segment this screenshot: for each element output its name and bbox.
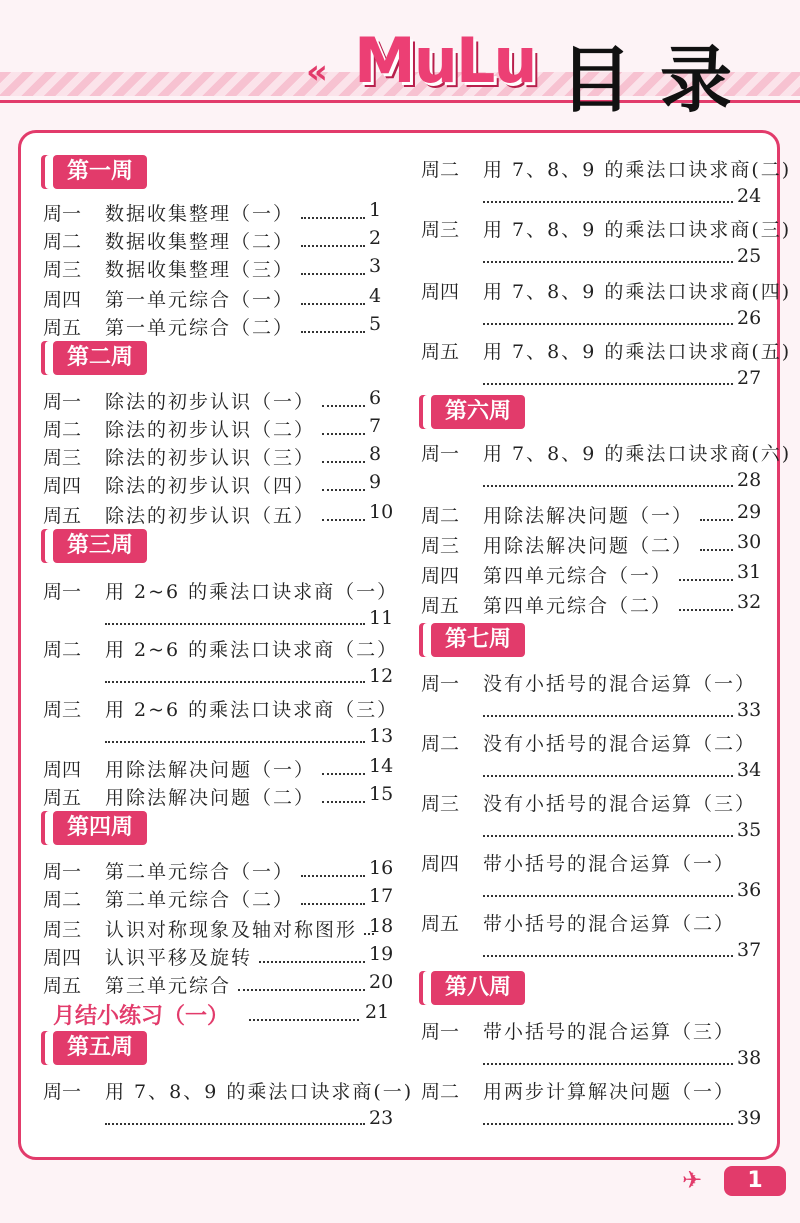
entry-day: 周一	[43, 391, 82, 413]
leader-dots	[105, 1123, 365, 1125]
leader-dots	[700, 519, 733, 521]
entry-title: 除法的初步认识（三）	[105, 447, 316, 469]
page-ref: 11	[369, 607, 394, 629]
page-ref: 2	[369, 227, 382, 249]
week-heading: 第二周	[53, 341, 147, 375]
entry-title: 用 2~6 的乘法口诀求商（二）	[105, 639, 399, 661]
page-ref: 7	[369, 415, 382, 437]
leader-dots	[483, 955, 733, 957]
page-ref: 35	[737, 819, 762, 841]
entry-day: 周二	[421, 1081, 460, 1103]
week-heading: 第五周	[53, 1031, 147, 1065]
entry-day: 周五	[43, 505, 82, 527]
entry-day: 周四	[421, 853, 460, 875]
rocket-icon: ✈	[682, 1166, 703, 1194]
entry-title: 数据收集整理（一）	[105, 203, 295, 225]
entry-title: 第四单元综合（一）	[483, 565, 673, 587]
entry-day: 周一	[43, 1081, 82, 1103]
entry-day: 周三	[421, 219, 460, 241]
leader-dots	[259, 961, 365, 963]
entry-day: 周二	[43, 889, 82, 911]
leader-dots	[301, 875, 365, 877]
leader-dots	[483, 201, 733, 203]
entry-title: 除法的初步认识（二）	[105, 419, 316, 441]
entry-title: 用 7、8、9 的乘法口诀求商(四)	[483, 281, 792, 303]
entry-title: 用 2~6 的乘法口诀求商（三）	[105, 699, 399, 721]
leader-dots	[679, 579, 733, 581]
leader-dots	[301, 303, 365, 305]
entry-title: 用 7、8、9 的乘法口诀求商(五)	[483, 341, 792, 363]
leader-dots	[301, 903, 365, 905]
entry-day: 周二	[43, 419, 82, 441]
page-ref: 8	[369, 443, 382, 465]
entry-title: 用除法解决问题（二）	[105, 787, 316, 809]
entry-title: 用 7、8、9 的乘法口诀求商(一)	[105, 1081, 414, 1103]
entry-title: 用除法解决问题（一）	[105, 759, 316, 781]
leader-dots	[322, 519, 365, 521]
entry-day: 周三	[421, 793, 460, 815]
page-ref: 31	[737, 561, 762, 583]
entry-day: 周三	[43, 919, 82, 941]
entry-day: 周二	[43, 231, 82, 253]
entry-title: 除法的初步认识（五）	[105, 505, 316, 527]
entry-title: 没有小括号的混合运算（二）	[483, 733, 757, 755]
page-ref: 5	[369, 313, 382, 335]
page-ref: 3	[369, 255, 382, 277]
entry-day: 周三	[43, 447, 82, 469]
page-ref: 33	[737, 699, 762, 721]
page-ref: 29	[737, 501, 762, 523]
toc-frame	[18, 130, 792, 1160]
entry-title: 用 2~6 的乘法口诀求商（一）	[105, 581, 399, 603]
week-heading: 第八周	[431, 971, 525, 1005]
page-ref: 10	[369, 501, 394, 523]
leader-dots	[301, 331, 365, 333]
leader-dots	[483, 715, 733, 717]
page-ref: 25	[737, 245, 762, 267]
entry-day: 周四	[43, 759, 82, 781]
leader-dots	[483, 1123, 733, 1125]
entry-day: 周二	[421, 733, 460, 755]
leader-dots	[322, 433, 365, 435]
page-ref: 36	[737, 879, 762, 901]
entry-title: 第一单元综合（一）	[105, 289, 295, 311]
page-ref: 13	[369, 725, 394, 747]
entry-title: 除法的初步认识（四）	[105, 475, 316, 497]
entry-title: 第一单元综合（二）	[105, 317, 295, 339]
page-ref: 15	[369, 783, 394, 805]
entry-title: 数据收集整理（二）	[105, 231, 295, 253]
leader-dots	[483, 895, 733, 897]
entry-title: 用 7、8、9 的乘法口诀求商(三)	[483, 219, 792, 241]
entry-title: 第四单元综合（二）	[483, 595, 673, 617]
entry-title: 带小括号的混合运算（一）	[483, 853, 736, 875]
week-heading: 第七周	[431, 623, 525, 657]
page-ref: 23	[369, 1107, 394, 1129]
page-title: 目录	[560, 38, 761, 122]
entry-day: 周五	[421, 341, 460, 363]
page-ref: 34	[737, 759, 762, 781]
entry-day: 周五	[43, 975, 82, 997]
leader-dots	[483, 1063, 733, 1065]
entry-day: 周四	[43, 475, 82, 497]
page-ref: 4	[369, 285, 382, 307]
page-ref: 1	[369, 199, 382, 221]
page-ref: 20	[369, 971, 394, 993]
chevron-left-icon: «	[306, 52, 328, 92]
leader-dots	[700, 549, 733, 551]
page-number: 1	[724, 1166, 786, 1196]
leader-dots	[105, 741, 365, 743]
entry-day: 周四	[43, 947, 82, 969]
page-ref: 24	[737, 185, 762, 207]
entry-title: 用 7、8、9 的乘法口诀求商(二)	[483, 159, 792, 181]
page-ref: 17	[369, 885, 394, 907]
page-ref: 37	[737, 939, 762, 961]
week-heading: 第三周	[53, 529, 147, 563]
page-ref: 28	[737, 469, 762, 491]
leader-dots	[322, 405, 365, 407]
leader-dots	[238, 989, 365, 991]
entry-title: 数据收集整理（三）	[105, 259, 295, 281]
entry-day: 周五	[421, 595, 460, 617]
leader-dots	[322, 489, 365, 491]
entry-day: 周一	[421, 673, 460, 695]
entry-day: 周五	[43, 317, 82, 339]
entry-title: 用除法解决问题（一）	[483, 505, 694, 527]
entry-day: 周四	[43, 289, 82, 311]
leader-dots	[483, 835, 733, 837]
leader-dots	[322, 773, 365, 775]
logo: MuLu	[354, 24, 536, 97]
page-ref: 19	[369, 943, 394, 965]
entry-day: 周三	[421, 535, 460, 557]
entry-title: 没有小括号的混合运算（一）	[483, 673, 757, 695]
page-ref: 18	[369, 915, 394, 937]
entry-day: 周四	[421, 565, 460, 587]
leader-dots	[301, 217, 365, 219]
page-ref: 16	[369, 857, 394, 879]
page-ref: 27	[737, 367, 762, 389]
page-ref: 21	[365, 1001, 390, 1023]
page-ref: 14	[369, 755, 394, 777]
entry-day: 周五	[43, 787, 82, 809]
entry-day: 周三	[43, 699, 82, 721]
leader-dots	[105, 681, 365, 683]
entry-day: 周三	[43, 259, 82, 281]
entry-day: 周五	[421, 913, 460, 935]
leader-dots	[679, 609, 733, 611]
entry-title: 带小括号的混合运算（三）	[483, 1021, 736, 1043]
entry-day: 周二	[421, 505, 460, 527]
entry-day: 周一	[421, 443, 460, 465]
leader-dots	[301, 273, 365, 275]
month-review-heading: 月结小练习（一）	[53, 1004, 230, 1029]
leader-dots	[105, 623, 365, 625]
entry-title: 第三单元综合	[105, 975, 232, 997]
week-heading: 第四周	[53, 811, 147, 845]
entry-title: 第二单元综合（二）	[105, 889, 295, 911]
page-ref: 9	[369, 471, 382, 493]
entry-title: 用两步计算解决问题（一）	[483, 1081, 736, 1103]
leader-dots	[322, 801, 365, 803]
entry-day: 周二	[43, 639, 82, 661]
page-ref: 32	[737, 591, 762, 613]
entry-day: 周一	[421, 1021, 460, 1043]
entry-title: 认识平移及旋转	[105, 947, 253, 969]
week-heading: 第一周	[53, 155, 147, 189]
entry-title: 认识对称现象及轴对称图形	[105, 919, 358, 941]
leader-dots	[483, 323, 733, 325]
entry-day: 周一	[43, 203, 82, 225]
leader-dots	[483, 775, 733, 777]
leader-dots	[483, 383, 733, 385]
entry-title: 除法的初步认识（一）	[105, 391, 316, 413]
leader-dots	[483, 485, 733, 487]
entry-title: 第二单元综合（一）	[105, 861, 295, 883]
entry-day: 周一	[43, 581, 82, 603]
entry-title: 没有小括号的混合运算（三）	[483, 793, 757, 815]
entry-title: 用除法解决问题（二）	[483, 535, 694, 557]
page-ref: 39	[737, 1107, 762, 1129]
leader-dots	[483, 261, 733, 263]
entry-day: 周一	[43, 861, 82, 883]
leader-dots	[249, 1019, 359, 1021]
leader-dots	[301, 245, 365, 247]
entry-title: 用 7、8、9 的乘法口诀求商(六)	[483, 443, 792, 465]
page-ref: 38	[737, 1047, 762, 1069]
page-ref: 30	[737, 531, 762, 553]
page-ref: 26	[737, 307, 762, 329]
entry-day: 周二	[421, 159, 460, 181]
page-ref: 12	[369, 665, 394, 687]
entry-title: 带小括号的混合运算（二）	[483, 913, 736, 935]
week-heading: 第六周	[431, 395, 525, 429]
page-ref: 6	[369, 387, 382, 409]
leader-dots	[322, 461, 365, 463]
entry-day: 周四	[421, 281, 460, 303]
